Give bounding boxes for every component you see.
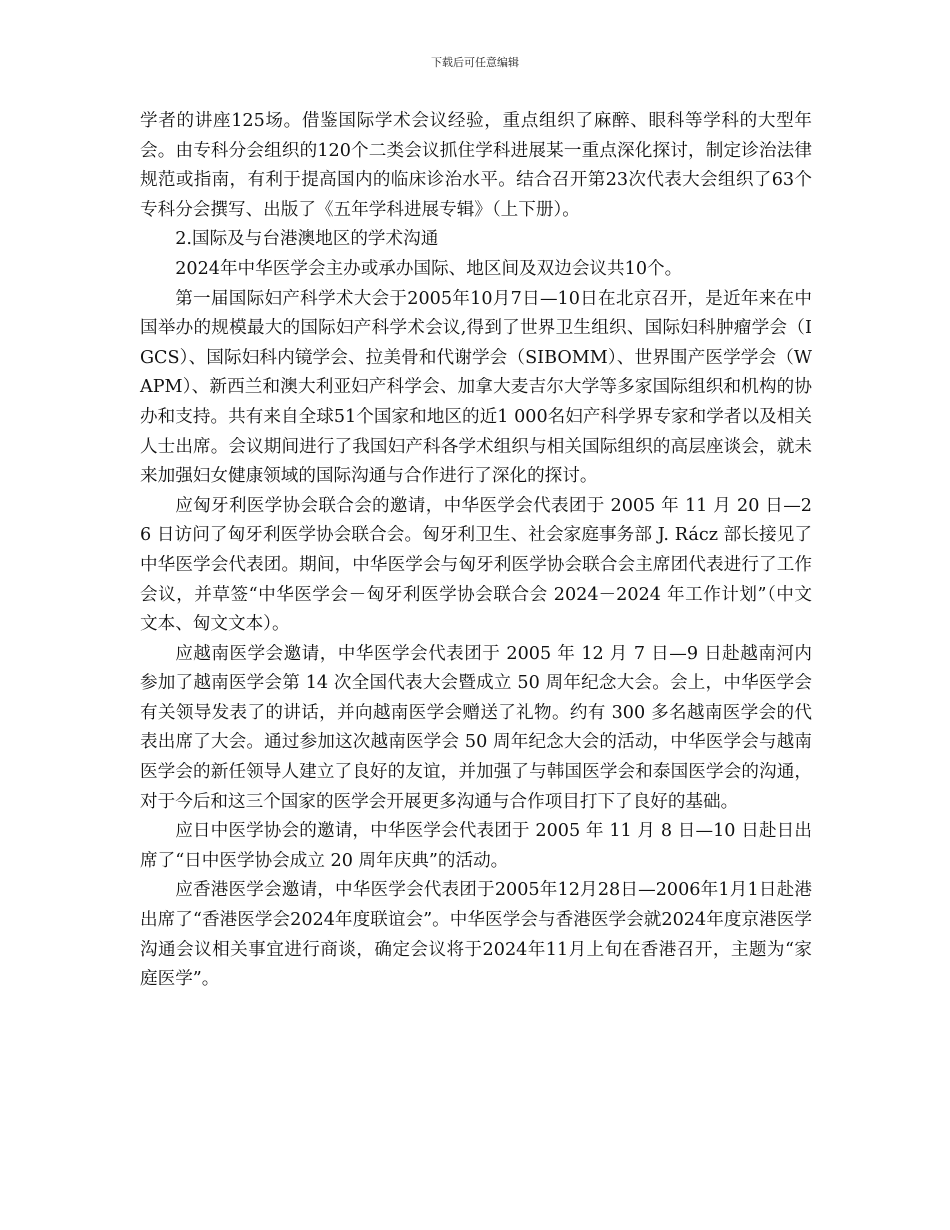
paragraph-japan-visit: 应日中医学协会的邀请，中华医学会代表团于 2005 年 11 月 8 日—10 日赴日出席了“日中医学协会成立 20 周年庆典”的活动。 (140, 821, 812, 871)
paragraph-hungary-visit: 应匈牙利医学协会联合会的邀请，中华医学会代表团于 2005 年 11 月 20 日—26 日访问了匈牙利医学协会联合会。匈牙利卫生、社会家庭事务部 J. Rácz 部长接见了中华医学会代表团。期间，中华医学会与匈牙利医学协会联合会主席团代表进行了工作会议，并草签“中华医学会－匈牙利医学协会联合会 2024－2024 年工作计划”（中文文本、匈文文本）。 (140, 495, 812, 635)
page-header-note: 下载后可任意编辑 (431, 56, 519, 69)
paragraph-lecture-summary: 学者的讲座125场。借鉴国际学术会议经验，重点组织了麻醉、眼科等学科的大型年会。由专科分会组织的120个二类会议抓住学科进展某一重点深化探讨，制定诊治法律规范或指南，有利于提高国内的临床诊治水平。结合召开第23次代表大会组织了63个专科分会撰写、出版了《五年学科进展专辑》（上下册）。 (140, 111, 812, 220)
section-heading-international-exchange: 2.国际及与台港澳地区的学术沟通 (175, 229, 439, 250)
paragraph-hongkong-visit: 应香港医学会邀请，中华医学会代表团于2005年12月28日—2006年1月1日赴港出席了“香港医学会2024年度联谊会”。中华医学会与香港医学会就2024年度京港医学沟通会议相关事宜进行商谈，确定会议将于2024年11月上旬在香港召开，主题为“家庭医学”。 (140, 880, 812, 990)
paragraph-meeting-count: 2024年中华医学会主办或承办国际、地区间及双边会议共10个。 (175, 258, 683, 279)
document-body (140, 107, 812, 995)
paragraph-vietnam-visit: 应越南医学会邀请，中华医学会代表团于 2005 年 12 月 7 日—9 日赴越南河内参加了越南医学会第 14 次全国代表大会暨成立 50 周年纪念大会。会上，中华医学会有关领导发表了的讲话，并向越南医学会赠送了礼物。约有 300 多名越南医学会的代表出席了大会。通过参加这次越南医学会 50 周年纪念大会的活动，中华医学会与越南医学会的新任领导人建立了良好的友谊，并加强了与韩国医学会和泰国医学会的沟通，对于今后和这三个国家的医学会开展更多沟通与合作项目打下了良好的基础。 (140, 643, 812, 812)
paragraph-obgyn-congress: 第一届国际妇产科学术大会于2005年10月7日—10日在北京召开，是近年来在中国举办的规模最大的国际妇产科学术会议,得到了世界卫生组织、国际妇科肿瘤学会（IGCS）、国际妇科内镜学会、拉美骨和代谢学会（SIBOMM）、世界围产医学学会（WAPM）、新西兰和澳大利亚妇产科学会、加拿大麦吉尔大学等多家国际组织和机构的协办和支持。共有来自全球51个国家和地区的近1 000名妇产科学界专家和学者以及相关人士出席。会议期间进行了我国妇产科各学术组织与相关国际组织的高层座谈会，就未来加强妇女健康领域的国际沟通与合作进行了深化的探讨。 (140, 288, 812, 487)
